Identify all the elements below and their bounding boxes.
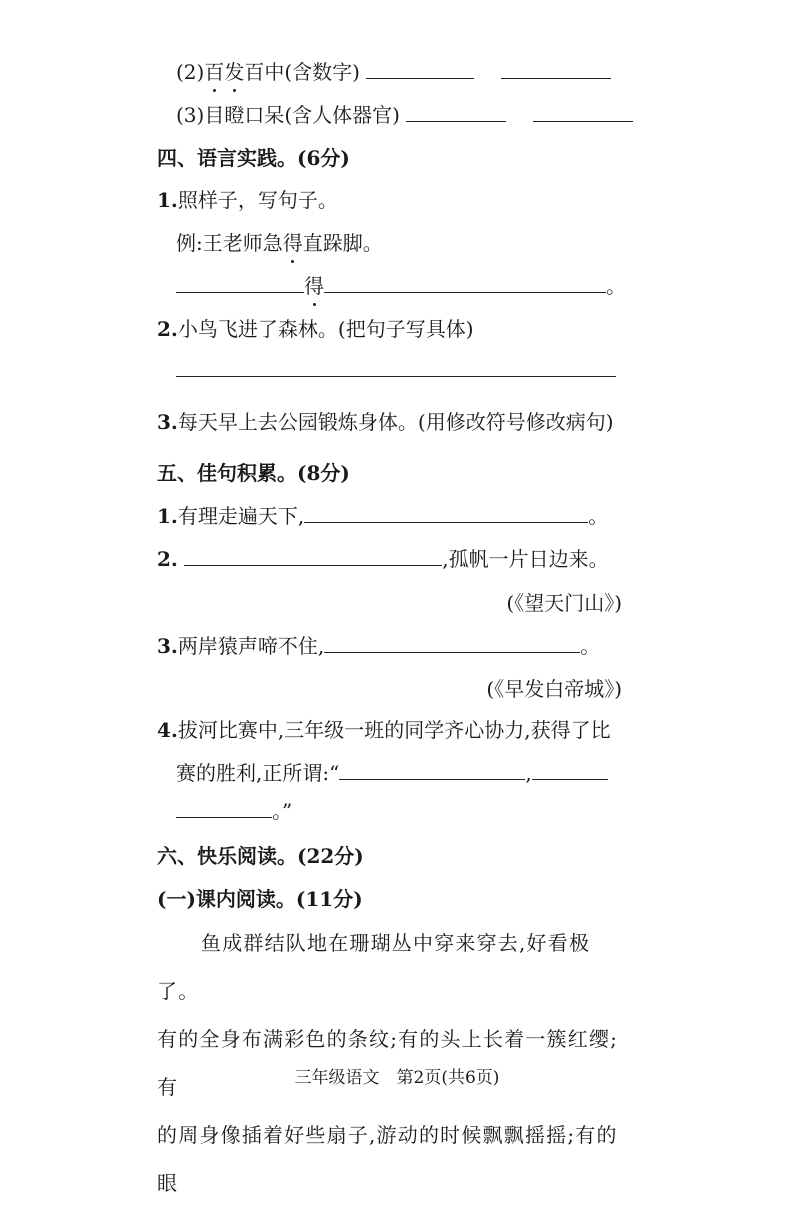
poem-source: (《早发白帝城》) (486, 677, 622, 701)
question: 4.拔河比赛中,三年级一班的同学齐心协力,获得了比 (157, 718, 611, 742)
idiom-item-2: (2)百发百中(含数字) (176, 58, 611, 86)
question: 2. ,孤帆一片日边来。 (157, 547, 609, 571)
passage-line: 鱼成群结队地在珊瑚丛中穿来穿去,好看极了。 (157, 931, 591, 1003)
poem-source: (《望天门山》) (506, 591, 622, 615)
answer-blank[interactable] (176, 272, 304, 293)
question: 3.两岸猿声啼不住, 。 (157, 634, 601, 658)
answer-blank[interactable] (184, 545, 442, 566)
answer-blank[interactable] (324, 272, 606, 293)
answer-blank[interactable] (533, 101, 633, 122)
passage-line: 的周身像插着好些扇子,游动的时候飘飘摇摇;有的眼 (157, 1123, 618, 1195)
idiom-item-3: (3)目瞪口呆(含人体器官) (176, 101, 633, 129)
dotted-char: 得 (304, 274, 324, 298)
question: 3.每天早上去公园锻炼身体。(用修改符号修改病句) (157, 410, 614, 434)
page-footer: 三年级语文 第2页(共6页) (294, 1068, 500, 1088)
section-title: 六、快乐阅读。(22分) (157, 844, 364, 868)
answer-line (176, 356, 616, 384)
question-continued: 。” (176, 797, 292, 825)
dotted-char: 发 (224, 60, 245, 84)
example-sentence: 例:王老师急得直跺脚。 (176, 231, 383, 255)
dotted-char: 得 (282, 231, 303, 255)
answer-blank[interactable] (304, 502, 588, 523)
question: 2.小鸟飞进了森林。(把句子写具体) (157, 317, 474, 341)
subsection-title: (一)课内阅读。(11分) (157, 887, 363, 911)
answer-blank[interactable] (366, 58, 474, 79)
answer-blank[interactable] (324, 632, 580, 653)
section-title: 五、佳句积累。(8分) (157, 461, 350, 485)
dotted-char: 百 (204, 60, 225, 84)
reading-passage (157, 919, 627, 1207)
answer-blank[interactable] (339, 759, 525, 780)
question-continued: 赛的胜利,正所谓:“ , (176, 759, 608, 787)
question: 1.有理走遍天下, 。 (157, 504, 609, 528)
fill-sentence: 得 。 (176, 272, 626, 300)
answer-blank[interactable] (501, 58, 611, 79)
answer-blank[interactable] (406, 101, 506, 122)
question: 1.照样子，写句子。 (157, 188, 338, 212)
passage-line: 有的全身布满彩色的条纹;有的头上长着一簇红缨;有 (157, 1027, 619, 1099)
answer-blank[interactable] (176, 356, 616, 377)
section-title: 四、语言实践。(6分) (157, 146, 350, 170)
answer-blank[interactable] (176, 797, 272, 818)
answer-blank[interactable] (532, 759, 608, 780)
